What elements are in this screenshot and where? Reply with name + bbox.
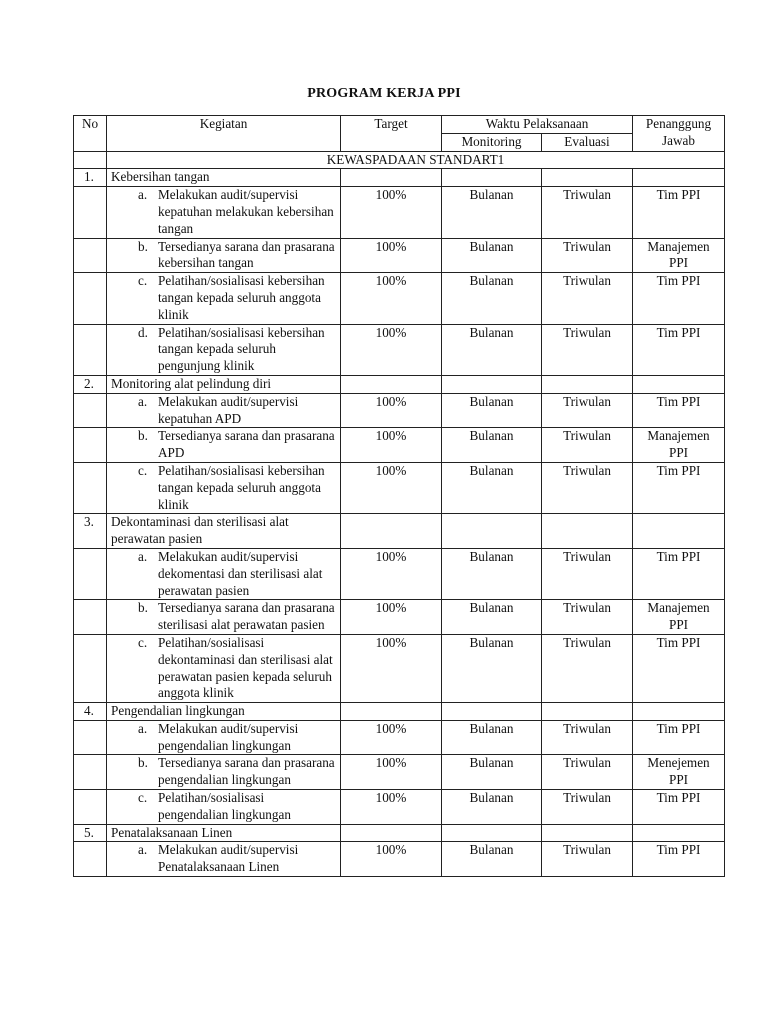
evaluasi-cell: Triwulan xyxy=(542,187,633,238)
empty-cell xyxy=(341,169,442,187)
target-cell: 100% xyxy=(341,600,442,635)
evaluasi-cell: Triwulan xyxy=(542,720,633,755)
category-title: Dekontaminasi dan sterilisasi alat perawatan pasien xyxy=(107,514,341,549)
empty-cell xyxy=(74,187,107,238)
monitoring-cell: Bulanan xyxy=(442,462,542,513)
program-table xyxy=(73,115,725,877)
table-row xyxy=(74,755,725,790)
empty-cell xyxy=(74,600,107,635)
activity-cell xyxy=(107,393,341,428)
penanggung-jawab-cell: Tim PPI xyxy=(633,720,725,755)
target-cell: 100% xyxy=(341,720,442,755)
activity-item xyxy=(111,842,336,876)
evaluasi-cell: Triwulan xyxy=(542,238,633,273)
item-letter: c. xyxy=(138,273,148,289)
evaluasi-cell: Triwulan xyxy=(542,548,633,599)
penanggung-jawab-cell: Manajemen PPI xyxy=(633,428,725,463)
activity-item xyxy=(111,635,336,702)
category-row xyxy=(74,169,725,187)
category-row xyxy=(74,375,725,393)
item-text: Pelatihan/sosialisasi kebersihan tangan kepada seluruh pengunjung klinik xyxy=(158,324,325,374)
empty-cell xyxy=(74,393,107,428)
item-letter: a. xyxy=(138,720,148,736)
empty-cell xyxy=(74,755,107,790)
empty-cell xyxy=(633,824,725,842)
item-letter: a. xyxy=(138,842,148,858)
empty-cell xyxy=(74,548,107,599)
activity-item xyxy=(111,600,336,634)
item-letter: b. xyxy=(138,238,148,254)
penanggung-jawab-cell: Tim PPI xyxy=(633,324,725,375)
penanggung-jawab-cell: Tim PPI xyxy=(633,273,725,324)
activity-item xyxy=(111,394,336,428)
monitoring-cell: Bulanan xyxy=(442,187,542,238)
target-cell: 100% xyxy=(341,428,442,463)
activity-cell xyxy=(107,790,341,825)
table-row xyxy=(74,790,725,825)
penanggung-jawab-cell: Manajemen PPI xyxy=(633,238,725,273)
penanggung-jawab-cell: Manajemen PPI xyxy=(633,600,725,635)
monitoring-cell: Bulanan xyxy=(442,548,542,599)
activity-item xyxy=(111,721,336,755)
item-letter: a. xyxy=(138,393,148,409)
item-letter: d. xyxy=(138,324,148,340)
section-title: KEWASPADAAN STANDART1 xyxy=(107,151,725,169)
category-number: 3. xyxy=(74,514,107,549)
monitoring-cell: Bulanan xyxy=(442,428,542,463)
empty-cell xyxy=(74,324,107,375)
item-text: Pelatihan/sosialisasi kebersihan tangan kepada seluruh anggota klinik xyxy=(158,462,325,512)
target-cell: 100% xyxy=(341,634,442,702)
item-text: Tersedianya sarana dan prasarana sterilisasi alat perawatan pasien xyxy=(158,600,335,633)
category-title: Monitoring alat pelindung diri xyxy=(107,375,341,393)
activity-cell xyxy=(107,842,341,877)
activity-cell xyxy=(107,548,341,599)
evaluasi-cell: Triwulan xyxy=(542,634,633,702)
table-row xyxy=(74,548,725,599)
evaluasi-cell: Triwulan xyxy=(542,790,633,825)
empty-cell xyxy=(74,720,107,755)
empty-cell xyxy=(542,703,633,721)
activity-item xyxy=(111,549,336,599)
item-text: Tersedianya sarana dan prasarana pengendalian lingkungan xyxy=(158,755,335,788)
empty-cell xyxy=(633,169,725,187)
item-letter: b. xyxy=(138,600,148,616)
penanggung-jawab-cell: Menejemen PPI xyxy=(633,755,725,790)
activity-item xyxy=(111,187,336,237)
penanggung-jawab-cell: Tim PPI xyxy=(633,790,725,825)
item-letter: b. xyxy=(138,755,148,771)
penanggung-jawab-cell: Tim PPI xyxy=(633,462,725,513)
empty-cell xyxy=(633,375,725,393)
header-kegiatan: Kegiatan xyxy=(107,116,341,152)
monitoring-cell: Bulanan xyxy=(442,393,542,428)
penanggung-jawab-cell: Tim PPI xyxy=(633,842,725,877)
target-cell: 100% xyxy=(341,462,442,513)
target-cell: 100% xyxy=(341,755,442,790)
empty-cell xyxy=(442,375,542,393)
item-letter: c. xyxy=(138,462,148,478)
category-number: 1. xyxy=(74,169,107,187)
activity-item xyxy=(111,239,336,273)
category-row xyxy=(74,824,725,842)
item-text: Melakukan audit/supervisi pengendalian lingkungan xyxy=(158,720,299,753)
table-row xyxy=(74,238,725,273)
activity-item xyxy=(111,463,336,513)
evaluasi-cell: Triwulan xyxy=(542,462,633,513)
target-cell: 100% xyxy=(341,842,442,877)
category-title: Penatalaksanaan Linen xyxy=(107,824,341,842)
item-text: Tersedianya sarana dan prasarana kebersihan tangan xyxy=(158,238,335,271)
evaluasi-cell: Triwulan xyxy=(542,273,633,324)
empty-cell xyxy=(442,514,542,549)
table-body xyxy=(74,116,725,877)
header-waktu: Waktu Pelaksanaan xyxy=(442,116,633,134)
category-number: 4. xyxy=(74,703,107,721)
monitoring-cell: Bulanan xyxy=(442,842,542,877)
monitoring-cell: Bulanan xyxy=(442,238,542,273)
item-letter: c. xyxy=(138,790,148,806)
evaluasi-cell: Triwulan xyxy=(542,755,633,790)
item-text: Pelatihan/sosialisasi pengendalian lingkungan xyxy=(158,790,291,822)
monitoring-cell: Bulanan xyxy=(442,755,542,790)
activity-cell xyxy=(107,462,341,513)
monitoring-cell: Bulanan xyxy=(442,634,542,702)
empty-cell xyxy=(341,514,442,549)
monitoring-cell: Bulanan xyxy=(442,720,542,755)
evaluasi-cell: Triwulan xyxy=(542,393,633,428)
target-cell: 100% xyxy=(341,187,442,238)
penanggung-jawab-cell: Tim PPI xyxy=(633,187,725,238)
item-letter: b. xyxy=(138,428,148,444)
activity-cell xyxy=(107,187,341,238)
category-row xyxy=(74,703,725,721)
header-no: No xyxy=(74,116,107,152)
evaluasi-cell: Triwulan xyxy=(542,600,633,635)
empty-cell xyxy=(74,634,107,702)
target-cell: 100% xyxy=(341,238,442,273)
empty-cell xyxy=(442,703,542,721)
header-monitoring: Monitoring xyxy=(442,133,542,151)
empty-cell xyxy=(74,790,107,825)
empty-cell xyxy=(74,842,107,877)
category-number: 5. xyxy=(74,824,107,842)
evaluasi-cell: Triwulan xyxy=(542,324,633,375)
empty-cell xyxy=(633,514,725,549)
monitoring-cell: Bulanan xyxy=(442,324,542,375)
target-cell: 100% xyxy=(341,790,442,825)
target-cell: 100% xyxy=(341,273,442,324)
monitoring-cell: Bulanan xyxy=(442,273,542,324)
empty-cell xyxy=(74,273,107,324)
item-text: Melakukan audit/supervisi Penatalaksanaan Linen xyxy=(158,842,299,875)
category-number: 2. xyxy=(74,375,107,393)
penanggung-jawab-cell: Tim PPI xyxy=(633,393,725,428)
activity-item xyxy=(111,273,336,323)
header-target: Target xyxy=(341,116,442,152)
header-evaluasi: Evaluasi xyxy=(542,133,633,151)
item-letter: a. xyxy=(138,187,148,203)
section-row xyxy=(74,151,725,169)
table-row xyxy=(74,842,725,877)
page-title: PROGRAM KERJA PPI xyxy=(307,86,461,101)
table-row xyxy=(74,324,725,375)
empty-cell xyxy=(542,514,633,549)
activity-item xyxy=(111,325,336,375)
empty-cell xyxy=(542,375,633,393)
target-cell: 100% xyxy=(341,324,442,375)
category-title: Pengendalian lingkungan xyxy=(107,703,341,721)
category-row xyxy=(74,514,725,549)
activity-cell xyxy=(107,273,341,324)
item-text: Pelatihan/sosialisasi dekontaminasi dan sterilisasi alat perawatan pasien kepada seluruh anggota klinik xyxy=(158,634,333,701)
table-row xyxy=(74,720,725,755)
activity-cell xyxy=(107,720,341,755)
activity-cell xyxy=(107,238,341,273)
header-penanggung-jawab: Penanggung Jawab xyxy=(633,116,725,152)
activity-cell xyxy=(107,428,341,463)
empty-cell xyxy=(442,169,542,187)
penanggung-jawab-cell: Tim PPI xyxy=(633,634,725,702)
evaluasi-cell: Triwulan xyxy=(542,428,633,463)
empty-cell xyxy=(341,375,442,393)
activity-cell xyxy=(107,324,341,375)
table-row xyxy=(74,187,725,238)
table-row xyxy=(74,428,725,463)
activity-cell xyxy=(107,755,341,790)
target-cell: 100% xyxy=(341,393,442,428)
item-text: Tersedianya sarana dan prasarana APD xyxy=(158,428,335,461)
empty-cell xyxy=(633,703,725,721)
table-row xyxy=(74,393,725,428)
empty-cell xyxy=(341,703,442,721)
activity-cell xyxy=(107,634,341,702)
item-letter: a. xyxy=(138,548,148,564)
empty-cell xyxy=(442,824,542,842)
item-text: Pelatihan/sosialisasi kebersihan tangan kepada seluruh anggota klinik xyxy=(158,273,325,322)
table-row xyxy=(74,462,725,513)
empty-cell xyxy=(341,824,442,842)
empty-cell xyxy=(74,462,107,513)
activity-item xyxy=(111,790,336,824)
evaluasi-cell: Triwulan xyxy=(542,842,633,877)
category-title: Kebersihan tangan xyxy=(107,169,341,187)
item-text: Melakukan audit/supervisi kepatuhan melakukan kebersihan tangan xyxy=(158,187,334,236)
section-no-cell xyxy=(74,151,107,169)
item-text: Melakukan audit/supervisi dekomentasi dan sterilisasi alat perawatan pasien xyxy=(158,548,323,598)
activity-cell xyxy=(107,600,341,635)
item-text: Melakukan audit/supervisi kepatuhan APD xyxy=(158,393,299,426)
table-row xyxy=(74,273,725,324)
activity-item xyxy=(111,755,336,789)
table-row xyxy=(74,600,725,635)
penanggung-jawab-cell: Tim PPI xyxy=(633,548,725,599)
activity-item xyxy=(111,428,336,462)
monitoring-cell: Bulanan xyxy=(442,790,542,825)
item-letter: c. xyxy=(138,634,148,650)
empty-cell xyxy=(74,238,107,273)
empty-cell xyxy=(74,428,107,463)
empty-cell xyxy=(542,169,633,187)
table-row xyxy=(74,634,725,702)
header-row xyxy=(74,116,725,134)
target-cell: 100% xyxy=(341,548,442,599)
empty-cell xyxy=(542,824,633,842)
monitoring-cell: Bulanan xyxy=(442,600,542,635)
